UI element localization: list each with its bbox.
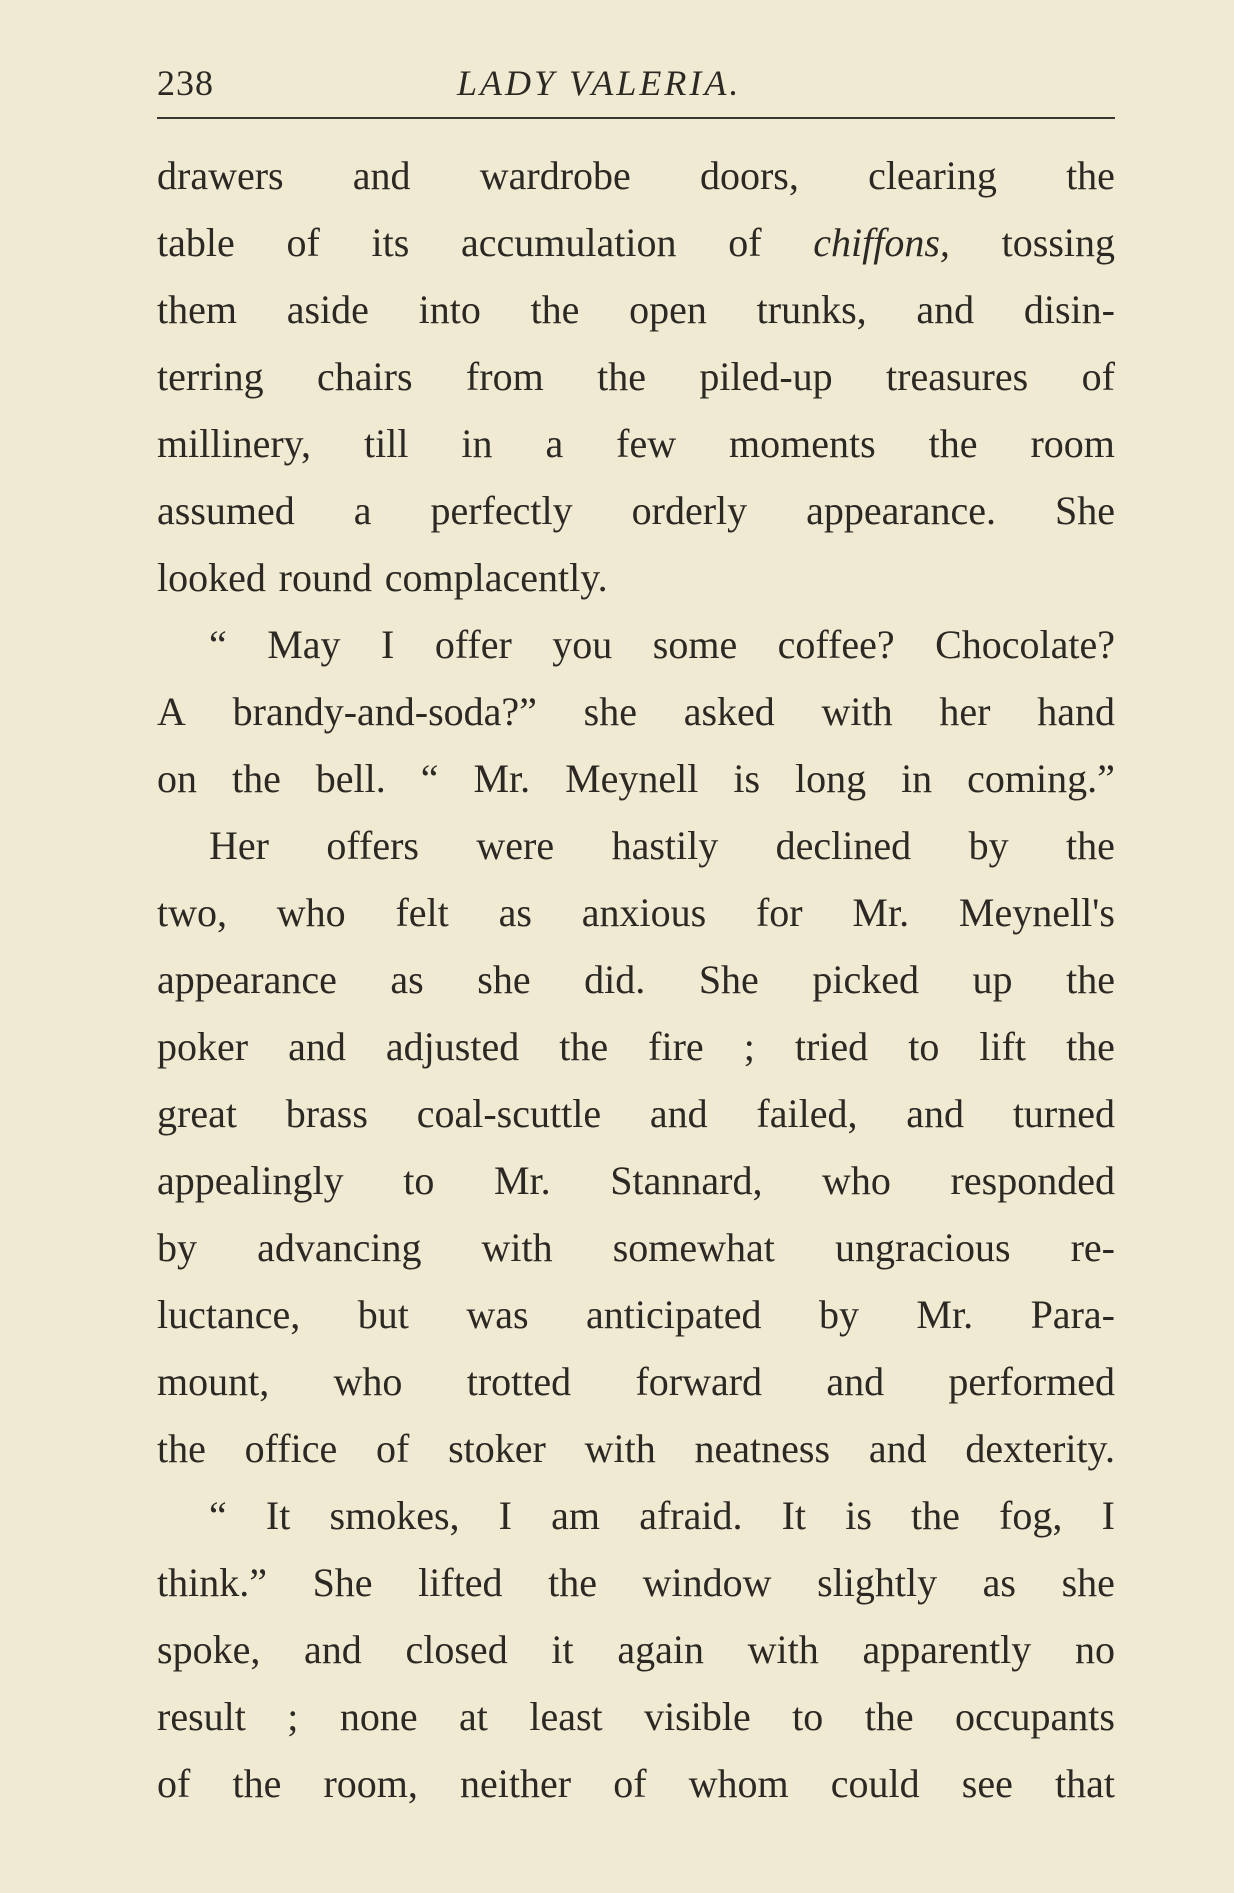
word: coming.” bbox=[967, 756, 1115, 801]
word: into bbox=[418, 287, 481, 332]
word: great bbox=[157, 1091, 237, 1136]
page-number: 238 bbox=[157, 63, 214, 103]
word: mount, bbox=[157, 1359, 270, 1404]
word: Mr. bbox=[916, 1292, 974, 1337]
word: tossing bbox=[1001, 220, 1115, 265]
word: a bbox=[545, 421, 564, 466]
word: could bbox=[830, 1761, 920, 1806]
word: and bbox=[906, 1091, 965, 1136]
word: I bbox=[1101, 1493, 1115, 1538]
word: chiffons, bbox=[813, 220, 950, 265]
word: turned bbox=[1012, 1091, 1115, 1136]
text-line bbox=[157, 1683, 1115, 1750]
word: disin- bbox=[1023, 287, 1115, 332]
word: anxious bbox=[581, 890, 707, 935]
word: Mr. bbox=[493, 1158, 551, 1203]
word: She bbox=[698, 957, 759, 1002]
text-line bbox=[157, 879, 1115, 946]
word: the bbox=[548, 1560, 598, 1605]
word: on bbox=[157, 756, 197, 801]
word: stoker bbox=[448, 1426, 546, 1471]
word: “ bbox=[420, 756, 439, 801]
word: ; bbox=[743, 1024, 755, 1069]
word: anticipated bbox=[586, 1292, 762, 1337]
word: who bbox=[333, 1359, 403, 1404]
word: was bbox=[466, 1292, 529, 1337]
word: fog, bbox=[999, 1493, 1063, 1538]
word: neatness bbox=[694, 1426, 831, 1471]
word: round bbox=[278, 555, 372, 600]
word: offers bbox=[326, 823, 419, 868]
word: to bbox=[403, 1158, 435, 1203]
word: the bbox=[1066, 153, 1115, 198]
word: Stannard, bbox=[610, 1158, 763, 1203]
word: the bbox=[1066, 823, 1115, 868]
word: clearing bbox=[868, 153, 997, 198]
text-line bbox=[157, 276, 1115, 343]
text-line bbox=[157, 812, 1115, 879]
word: and bbox=[352, 153, 411, 198]
word: visible bbox=[644, 1694, 751, 1739]
word: the bbox=[232, 1761, 282, 1806]
word: and bbox=[288, 1024, 346, 1069]
word: I bbox=[381, 622, 395, 667]
word: from bbox=[465, 354, 544, 399]
word: the bbox=[157, 1426, 206, 1471]
word: up bbox=[972, 957, 1013, 1002]
word: Mr. bbox=[852, 890, 910, 935]
word: adjusted bbox=[385, 1024, 520, 1069]
word: bell. bbox=[315, 756, 386, 801]
word: the bbox=[231, 756, 281, 801]
word: ; bbox=[287, 1694, 299, 1739]
text-line bbox=[157, 544, 1115, 611]
word: A bbox=[157, 689, 186, 734]
word: advancing bbox=[257, 1225, 422, 1270]
text-line bbox=[157, 1549, 1115, 1616]
text-line bbox=[157, 410, 1115, 477]
word: fire bbox=[648, 1024, 704, 1069]
word: who bbox=[276, 890, 346, 935]
word: spoke, bbox=[157, 1627, 261, 1672]
word: brass bbox=[285, 1091, 368, 1136]
word: the bbox=[559, 1024, 609, 1069]
word: no bbox=[1075, 1627, 1115, 1672]
word: afraid. bbox=[639, 1493, 743, 1538]
word: assumed bbox=[157, 488, 295, 533]
word: room bbox=[1030, 421, 1115, 466]
word: two, bbox=[157, 890, 227, 935]
word: orderly bbox=[631, 488, 748, 533]
body-text bbox=[157, 142, 1115, 1817]
text-line bbox=[157, 745, 1115, 812]
word: with bbox=[821, 689, 893, 734]
word: It bbox=[265, 1493, 291, 1538]
word: apparently bbox=[862, 1627, 1032, 1672]
word: hastily bbox=[611, 823, 719, 868]
word: somewhat bbox=[612, 1225, 775, 1270]
word: aside bbox=[286, 287, 369, 332]
word: office bbox=[244, 1426, 338, 1471]
word: with bbox=[481, 1225, 553, 1270]
word: were bbox=[476, 823, 555, 868]
word: doors, bbox=[699, 153, 799, 198]
word: accumulation bbox=[461, 220, 677, 265]
word: table bbox=[157, 220, 235, 265]
word: least bbox=[529, 1694, 603, 1739]
word: declined bbox=[775, 823, 912, 868]
word: responded bbox=[950, 1158, 1115, 1203]
word: who bbox=[822, 1158, 891, 1203]
word: a bbox=[353, 488, 372, 533]
word: the bbox=[1066, 1024, 1115, 1069]
word: to bbox=[908, 1024, 940, 1069]
word: coal-scuttle bbox=[416, 1091, 602, 1136]
word: failed, bbox=[756, 1091, 858, 1136]
word: Meynell bbox=[565, 756, 699, 801]
word: luctance, bbox=[157, 1292, 301, 1337]
word: she bbox=[477, 957, 531, 1002]
word: dexterity. bbox=[965, 1426, 1115, 1471]
word: Chocolate? bbox=[935, 622, 1115, 667]
word: is bbox=[733, 756, 761, 801]
word: asked bbox=[683, 689, 775, 734]
word: to bbox=[792, 1694, 824, 1739]
text-line bbox=[157, 1147, 1115, 1214]
header-rule bbox=[157, 117, 1115, 119]
word: the bbox=[911, 1493, 960, 1538]
word: she bbox=[583, 689, 637, 734]
word: of bbox=[286, 220, 320, 265]
text-line bbox=[157, 142, 1115, 209]
word: Meynell's bbox=[958, 890, 1115, 935]
word: perfectly bbox=[430, 488, 573, 533]
word: It bbox=[781, 1493, 807, 1538]
word: tried bbox=[794, 1024, 869, 1069]
word: treasures bbox=[886, 354, 1029, 399]
word: and bbox=[649, 1091, 708, 1136]
word: brandy-and-soda?” bbox=[232, 689, 537, 734]
word: poker bbox=[157, 1024, 249, 1069]
word: looked bbox=[157, 555, 266, 600]
word: in bbox=[461, 421, 493, 466]
word: them bbox=[157, 287, 237, 332]
word: as bbox=[982, 1560, 1016, 1605]
word: ungracious bbox=[835, 1225, 1011, 1270]
word: coffee? bbox=[777, 622, 895, 667]
word: whom bbox=[688, 1761, 789, 1806]
word: window bbox=[642, 1560, 772, 1605]
word: offer bbox=[434, 622, 512, 667]
text-line bbox=[157, 678, 1115, 745]
word: she bbox=[1061, 1560, 1115, 1605]
word: Mr. bbox=[473, 756, 531, 801]
text-line bbox=[157, 1415, 1115, 1482]
word: by bbox=[157, 1225, 197, 1270]
word: the bbox=[530, 287, 580, 332]
word: slightly bbox=[817, 1560, 938, 1605]
word: complacently. bbox=[384, 555, 608, 600]
word: with bbox=[584, 1426, 656, 1471]
word: you bbox=[552, 622, 613, 667]
word: as bbox=[498, 890, 532, 935]
text-line bbox=[157, 1281, 1115, 1348]
word: performed bbox=[948, 1359, 1115, 1404]
word: that bbox=[1054, 1761, 1115, 1806]
word: forward bbox=[635, 1359, 763, 1404]
word: is bbox=[845, 1493, 872, 1538]
word: the bbox=[597, 354, 646, 399]
word: am bbox=[551, 1493, 601, 1538]
word: wardrobe bbox=[479, 153, 631, 198]
word: few bbox=[616, 421, 677, 466]
word: as bbox=[390, 957, 424, 1002]
word: think.” bbox=[157, 1560, 267, 1605]
word: terring bbox=[157, 354, 264, 399]
word: of bbox=[613, 1761, 647, 1806]
word: May bbox=[267, 622, 341, 667]
word: I bbox=[498, 1493, 512, 1538]
text-line bbox=[157, 1013, 1115, 1080]
text-line bbox=[157, 1616, 1115, 1683]
text-line bbox=[157, 209, 1115, 276]
text-line bbox=[157, 477, 1115, 544]
word: chairs bbox=[317, 354, 413, 399]
word: felt bbox=[395, 890, 449, 935]
text-line bbox=[157, 1080, 1115, 1147]
running-title: LADY VALERIA. bbox=[457, 63, 742, 103]
word: of bbox=[1081, 354, 1115, 399]
word: but bbox=[357, 1292, 409, 1337]
word: none bbox=[339, 1694, 418, 1739]
word: lift bbox=[979, 1024, 1027, 1069]
word: till bbox=[363, 421, 409, 466]
text-line bbox=[157, 611, 1115, 678]
word: re- bbox=[1070, 1225, 1115, 1270]
word: neither bbox=[460, 1761, 572, 1806]
word: its bbox=[371, 220, 410, 265]
word: at bbox=[459, 1694, 488, 1739]
word: by bbox=[968, 823, 1009, 868]
word: trotted bbox=[466, 1359, 572, 1404]
text-line bbox=[157, 1214, 1115, 1281]
word: the bbox=[1066, 957, 1115, 1002]
word: see bbox=[961, 1761, 1013, 1806]
word: “ bbox=[209, 622, 227, 667]
word: and bbox=[868, 1426, 927, 1471]
word: Para- bbox=[1030, 1292, 1115, 1337]
word: result bbox=[157, 1694, 246, 1739]
word: appearance bbox=[157, 957, 337, 1002]
text-line bbox=[157, 1348, 1115, 1415]
word: trunks, bbox=[756, 287, 867, 332]
text-line bbox=[157, 1482, 1115, 1549]
word: “ bbox=[209, 1493, 227, 1538]
word: of bbox=[375, 1426, 410, 1471]
word: and bbox=[916, 287, 975, 332]
word: picked bbox=[812, 957, 919, 1002]
word: the bbox=[928, 421, 978, 466]
word: lifted bbox=[418, 1560, 503, 1605]
word: for bbox=[755, 890, 803, 935]
word: some bbox=[652, 622, 738, 667]
text-line bbox=[157, 343, 1115, 410]
word: closed bbox=[405, 1627, 508, 1672]
word: moments bbox=[729, 421, 876, 466]
word: and bbox=[304, 1627, 362, 1672]
word: did. bbox=[584, 957, 646, 1002]
word: long bbox=[794, 756, 867, 801]
word: the bbox=[864, 1694, 914, 1739]
word: and bbox=[826, 1359, 885, 1404]
word: room, bbox=[323, 1761, 418, 1806]
word: her bbox=[939, 689, 991, 734]
word: occupants bbox=[955, 1694, 1115, 1739]
word: piled-up bbox=[699, 354, 833, 399]
word: hand bbox=[1037, 689, 1115, 734]
word: millinery, bbox=[157, 421, 312, 466]
word: by bbox=[818, 1292, 859, 1337]
word: in bbox=[901, 756, 933, 801]
word: Her bbox=[209, 823, 269, 868]
word: of bbox=[728, 220, 762, 265]
text-line bbox=[157, 946, 1115, 1013]
text-line bbox=[157, 1750, 1115, 1817]
word: it bbox=[551, 1627, 574, 1672]
word: smokes, bbox=[329, 1493, 460, 1538]
word: appealingly bbox=[157, 1158, 344, 1203]
word: open bbox=[629, 287, 707, 332]
word: again bbox=[617, 1627, 704, 1672]
word: drawers bbox=[157, 153, 284, 198]
word: She bbox=[312, 1560, 373, 1605]
word: with bbox=[747, 1627, 819, 1672]
word: appearance. bbox=[806, 488, 996, 533]
word: She bbox=[1054, 488, 1115, 533]
page-header bbox=[157, 58, 1115, 108]
word: of bbox=[157, 1761, 191, 1806]
